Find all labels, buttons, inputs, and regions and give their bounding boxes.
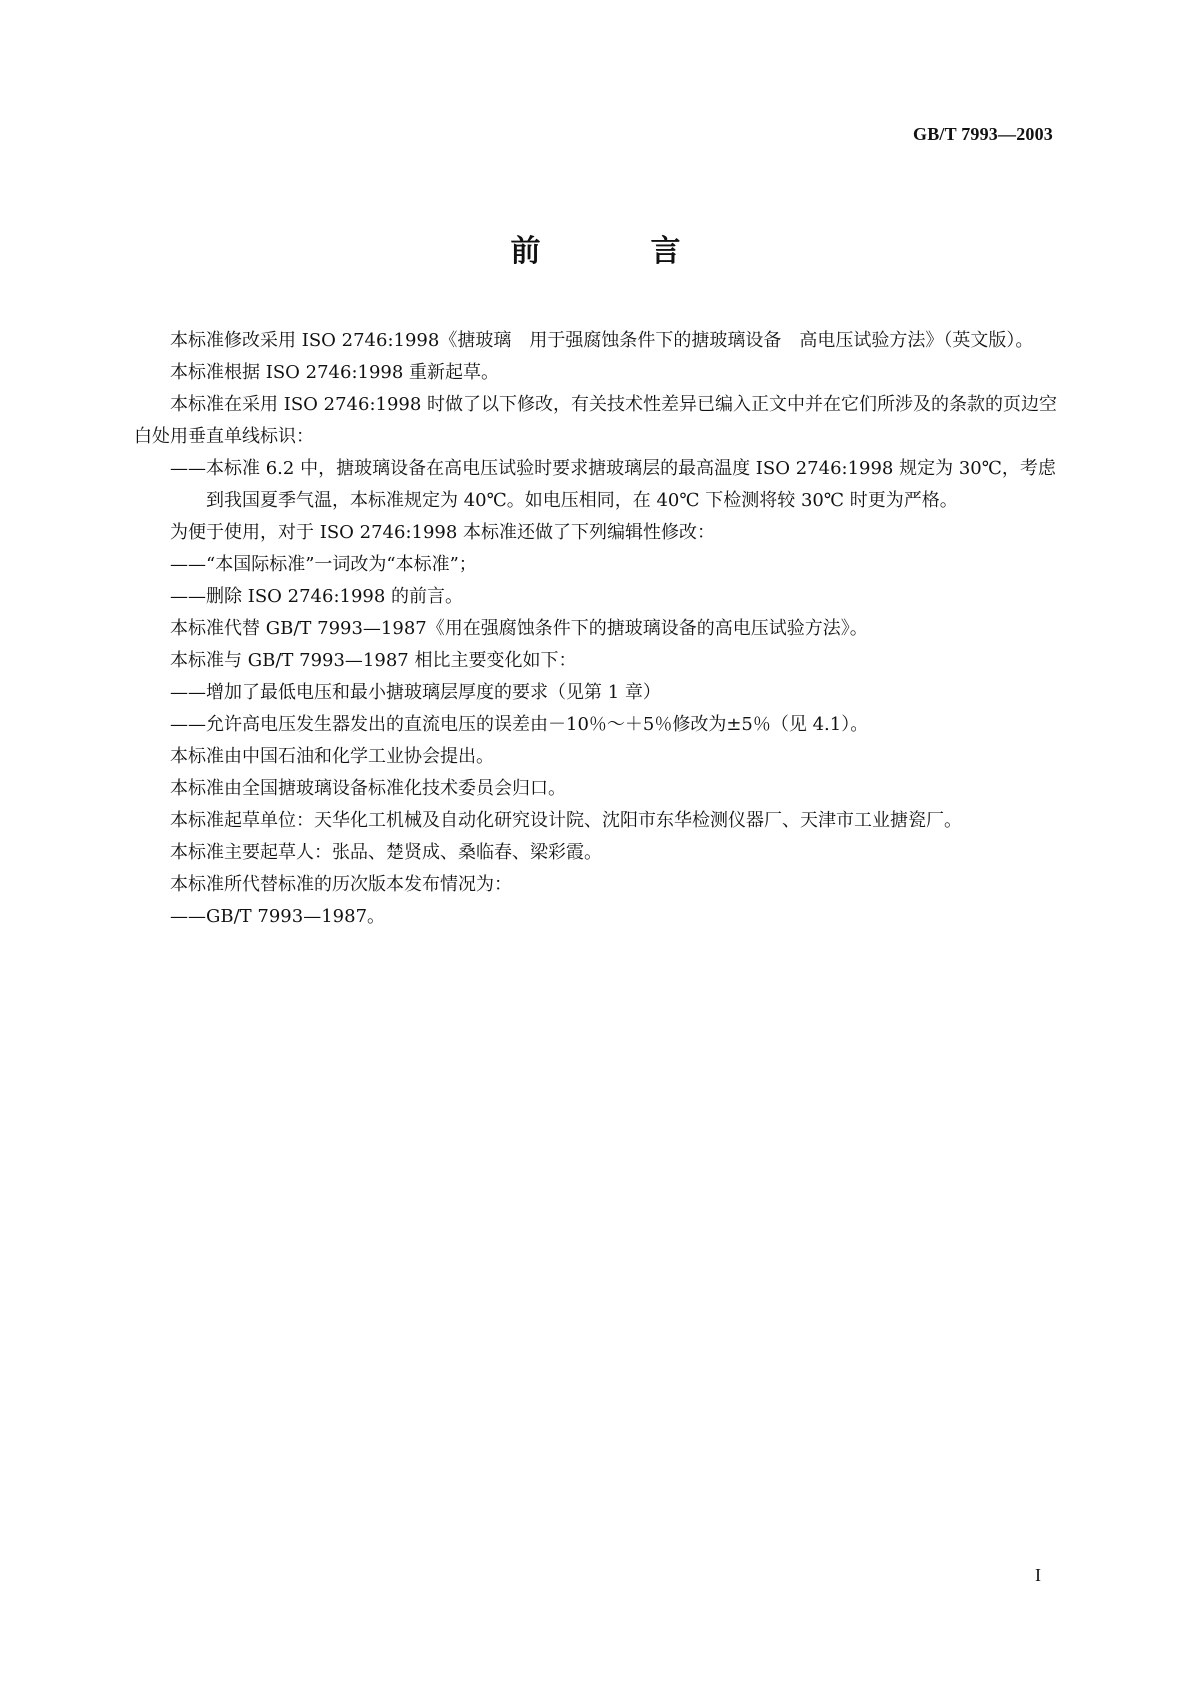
paragraph-modifications: 本标准在采用 ISO 2746:1998 时做了以下修改，有关技术性差异已编入正文中并在它们所涉及的条款的页边空白处用垂直单线标识： — [134, 394, 1058, 447]
paragraph-centralized-by: 本标准由全国搪玻璃设备标准化技术委员会归口。 — [170, 778, 566, 799]
paragraph-changes: 本标准与 GB/T 7993—1987 相比主要变化如下： — [170, 650, 577, 671]
standard-code: GB/T 7993—2003 — [913, 124, 1053, 144]
paragraph-replaces: 本标准代替 GB/T 7993—1987《用在强腐蚀条件下的搪玻璃设备的高电压试验方法》。 — [170, 618, 868, 639]
foreword-body — [134, 325, 1060, 933]
list-item: ——GB/T 7993—1987。 — [170, 906, 386, 927]
paragraph-redrafted: 本标准根据 ISO 2746:1998 重新起草。 — [170, 362, 500, 383]
list-item: ——本标准 6.2 中，搪玻璃设备在高电压试验时要求搪玻璃层的最高温度 ISO 2746:1998 规定为 30℃，考虑到我国夏季气温，本标准规定为 40℃。如电压相同，在 40℃ 下检测将较 30℃ 时更为严格。 — [170, 458, 1056, 511]
paragraph-history: 本标准所代替标准的历次版本发布情况为： — [170, 874, 512, 895]
paragraph-proposed-by: 本标准由中国石油和化学工业协会提出。 — [170, 746, 494, 767]
paragraph-editorial: 为便于使用，对于 ISO 2746:1998 本标准还做了下列编辑性修改： — [170, 522, 716, 543]
list-item: ——允许高电压发生器发出的直流电压的误差由－10％～＋5％修改为±5％（见 4.1）。 — [170, 714, 869, 735]
paragraph-drafting-units: 本标准起草单位：天华化工机械及自动化研究设计院、沈阳市东华检测仪器厂、天津市工业搪瓷厂。 — [170, 810, 962, 831]
list-item: ——删除 ISO 2746:1998 的前言。 — [170, 586, 464, 607]
list-item: ——“本国际标准”一词改为“本标准”； — [170, 554, 477, 575]
list-item: ——增加了最低电压和最小搪玻璃层厚度的要求（见第 1 章） — [170, 682, 661, 703]
paragraph-drafters: 本标准主要起草人：张品、楚贤成、桑临春、梁彩霞。 — [170, 842, 602, 863]
page-title: 前 言 — [510, 234, 721, 269]
page-number: I — [1035, 1565, 1041, 1585]
paragraph-adoption: 本标准修改采用 ISO 2746:1998《搪玻璃 用于强腐蚀条件下的搪玻璃设备 高电压试验方法》（英文版）。 — [170, 330, 1034, 351]
